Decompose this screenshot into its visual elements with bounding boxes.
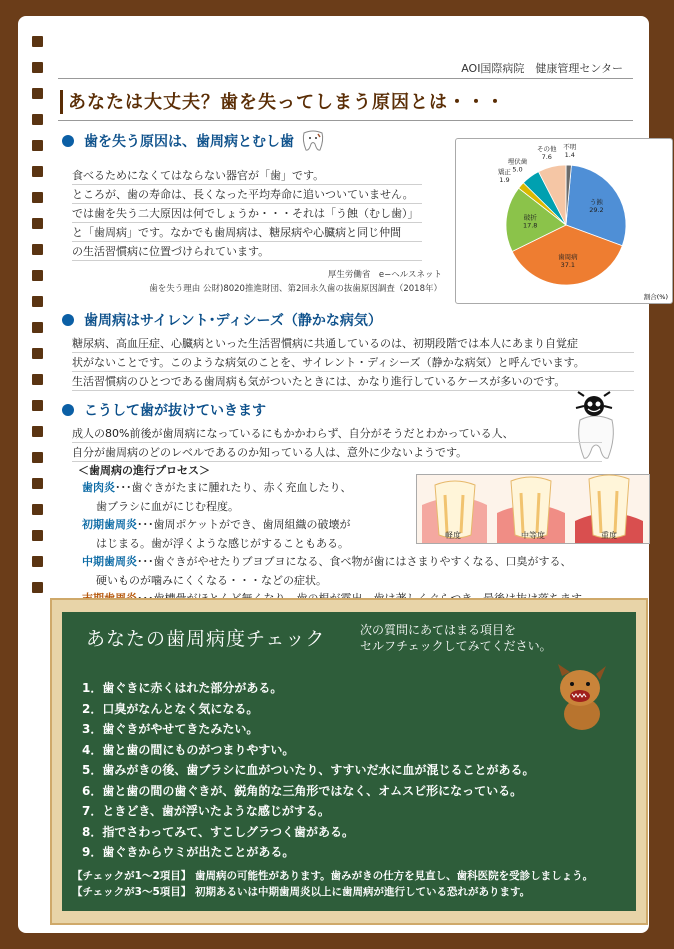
section2-heading: 歯周病はサイレント･ディシーズ（静かな病気）: [62, 310, 382, 330]
checklist-chalkboard: [62, 612, 636, 911]
pie-label-2: 破折: [523, 213, 537, 222]
checklist-item: 8．指でさわってみて、すこしグラつく歯がある。: [82, 824, 354, 839]
checklist-intro: 次の質問にあてはまる項目を セルフチェックしてみてください。: [360, 623, 552, 653]
stage-item: 中期歯周炎･･･歯ぐきがやせたりブヨブヨになる、食べ物が歯にはさまりやすくなる、口臭がする、: [82, 555, 572, 568]
section3-heading: こうして歯が抜けていきます: [62, 400, 266, 420]
pie-value-4: 5.0: [512, 165, 523, 174]
pie-value-5: 7.6: [541, 153, 552, 162]
section1-text: 食べるためになくてはならない器官が「歯」です。 ところが、歯の寿命は、長くなった平均寿命に追いついていません。 では歯を失う二大原因は何でしょうか・・・それは「う蝕（むし歯）」 と「歯周病」です。なかでも歯周病は、糖尿病や心臓病と同じ仲間 の生活習慣病に位置づけられています。: [72, 166, 422, 261]
stage-list: 歯肉炎･･･歯ぐきがたまに腫れたり、赤く充血したり、 歯ブラシに血がにじむ程度。 初期歯周炎･･･歯周ポケットができ、歯周組織の破壊が はじまる。歯が浮くような感じがすることもある。: [82, 479, 412, 553]
pie-label-4: 埋伏歯: [507, 157, 528, 166]
severity-moderate: 中等度: [521, 531, 545, 540]
binder-holes: [32, 36, 44, 608]
pie-unit-label: 割合(%): [643, 293, 668, 301]
stage-item: 歯肉炎･･･歯ぐきがたまに腫れたり、赤く充血したり、: [82, 481, 352, 494]
pie-value-0: 29.2: [589, 205, 604, 214]
checklist-item: 9．歯ぐきからウミが出たことがある。: [82, 845, 295, 859]
process-title: ＜歯周病の進行プロセス＞: [78, 464, 210, 477]
pie-label-1: 歯周病: [558, 252, 578, 261]
pie-label-6: 不明: [563, 143, 577, 152]
pie-value-1: 37.1: [560, 260, 576, 269]
pie-label-3: 矯正: [497, 168, 511, 177]
severity-severe: 重度: [601, 531, 617, 540]
document-page: [18, 16, 668, 933]
checklist-board-frame: [50, 598, 648, 925]
source-note-1: 厚生労働省 e−ヘルスネット: [327, 270, 442, 280]
checklist-item: 2．口臭がなんとなく気になる。: [82, 701, 259, 716]
result-line-2: 【チェックが3～5項目】 初期あるいは中期歯周炎以上に歯周病が進行している恐れがあります。: [72, 886, 531, 898]
section2-text: 糖尿病、高血圧症、心臓病といった生活習慣病に共通しているのは、初期段階では本人にあまり自覚症 状がないことです。このような病気のことを、サイレント・ディシーズ（静かな病気）と呼んでいます。 生活習慣病のひとつである歯周病も気がついたときには、かなり進行しているケースが多いのです。: [72, 334, 634, 391]
checklist-item: 1．歯ぐきに赤くはれた部分がある。: [82, 681, 283, 695]
result-line-1: 【チェックが1～2項目】 歯周病の可能性があります。歯みがきの仕方を見直し、歯科医院を受診しましょう。: [72, 870, 594, 882]
checklist-item: 6．歯と歯の間の歯ぐきが、鋭角的な三角形ではなく、オムスビ形になっている。: [82, 783, 523, 798]
checklist-item: 5．歯みがきの後、歯ブラシに血がついたり、すすいだ水に血が混じることがある。: [82, 763, 535, 777]
decayed-tooth-icon: [300, 130, 326, 152]
tooth-loss-pie-chart: [455, 138, 673, 304]
checklist-item: 3．歯ぐきがやせてきたみたい。: [82, 722, 259, 736]
pie-value-2: 17.8: [522, 221, 538, 230]
section3-text: 成人の80%前後が歯周病になっているにもかかわらず、自分がそうだとわかっている人、 自分が歯周病のどのレベルであるのか知っている人は、意外に少ないようです。: [72, 424, 602, 462]
page-title: あなたは大丈夫？歯を失ってしまう原因とは・・・: [68, 92, 505, 113]
pie-value-3: 1.9: [499, 176, 510, 185]
pie-chart-svg: [456, 139, 674, 305]
periodontal-stages-illustration: [416, 474, 650, 544]
pie-label-5: その他: [537, 145, 557, 154]
bullet-icon: [62, 314, 74, 326]
checklist-item: 7．ときどき、歯が浮いたような感じがする。: [82, 804, 330, 818]
section1-heading: 歯を失う原因は、歯周病とむし歯: [62, 130, 326, 152]
severity-mild: 軽度: [445, 531, 461, 540]
pie-label-0: う蝕: [589, 197, 603, 206]
stage-item: 初期歯周炎･･･歯周ポケットができ、歯周組織の破壊が: [82, 518, 351, 531]
bullet-icon: [62, 135, 74, 147]
bullet-icon: [62, 404, 74, 416]
checklist-items: [82, 678, 534, 863]
checklist-title: あなたの歯周病度チェック: [86, 628, 326, 650]
pie-value-6: 1.4: [564, 151, 575, 160]
stage-list-2: 中期歯周炎･･･歯ぐきがやせたりブヨブヨになる、食べ物が歯にはさまりやすくなる、口臭がする、 硬いものが噛みにくくなる・・・などの症状。: [82, 553, 652, 609]
source-note-2: 歯を失う理由 公財)8020推進財団、第2回永久歯の抜歯原因調査（2018年）: [149, 284, 442, 294]
checklist-item: 4．歯と歯の間にものがつまりやすい。: [82, 742, 295, 757]
dog-character-icon: [550, 662, 614, 732]
organization-name: AOI国際病院 健康管理センター: [461, 62, 623, 75]
